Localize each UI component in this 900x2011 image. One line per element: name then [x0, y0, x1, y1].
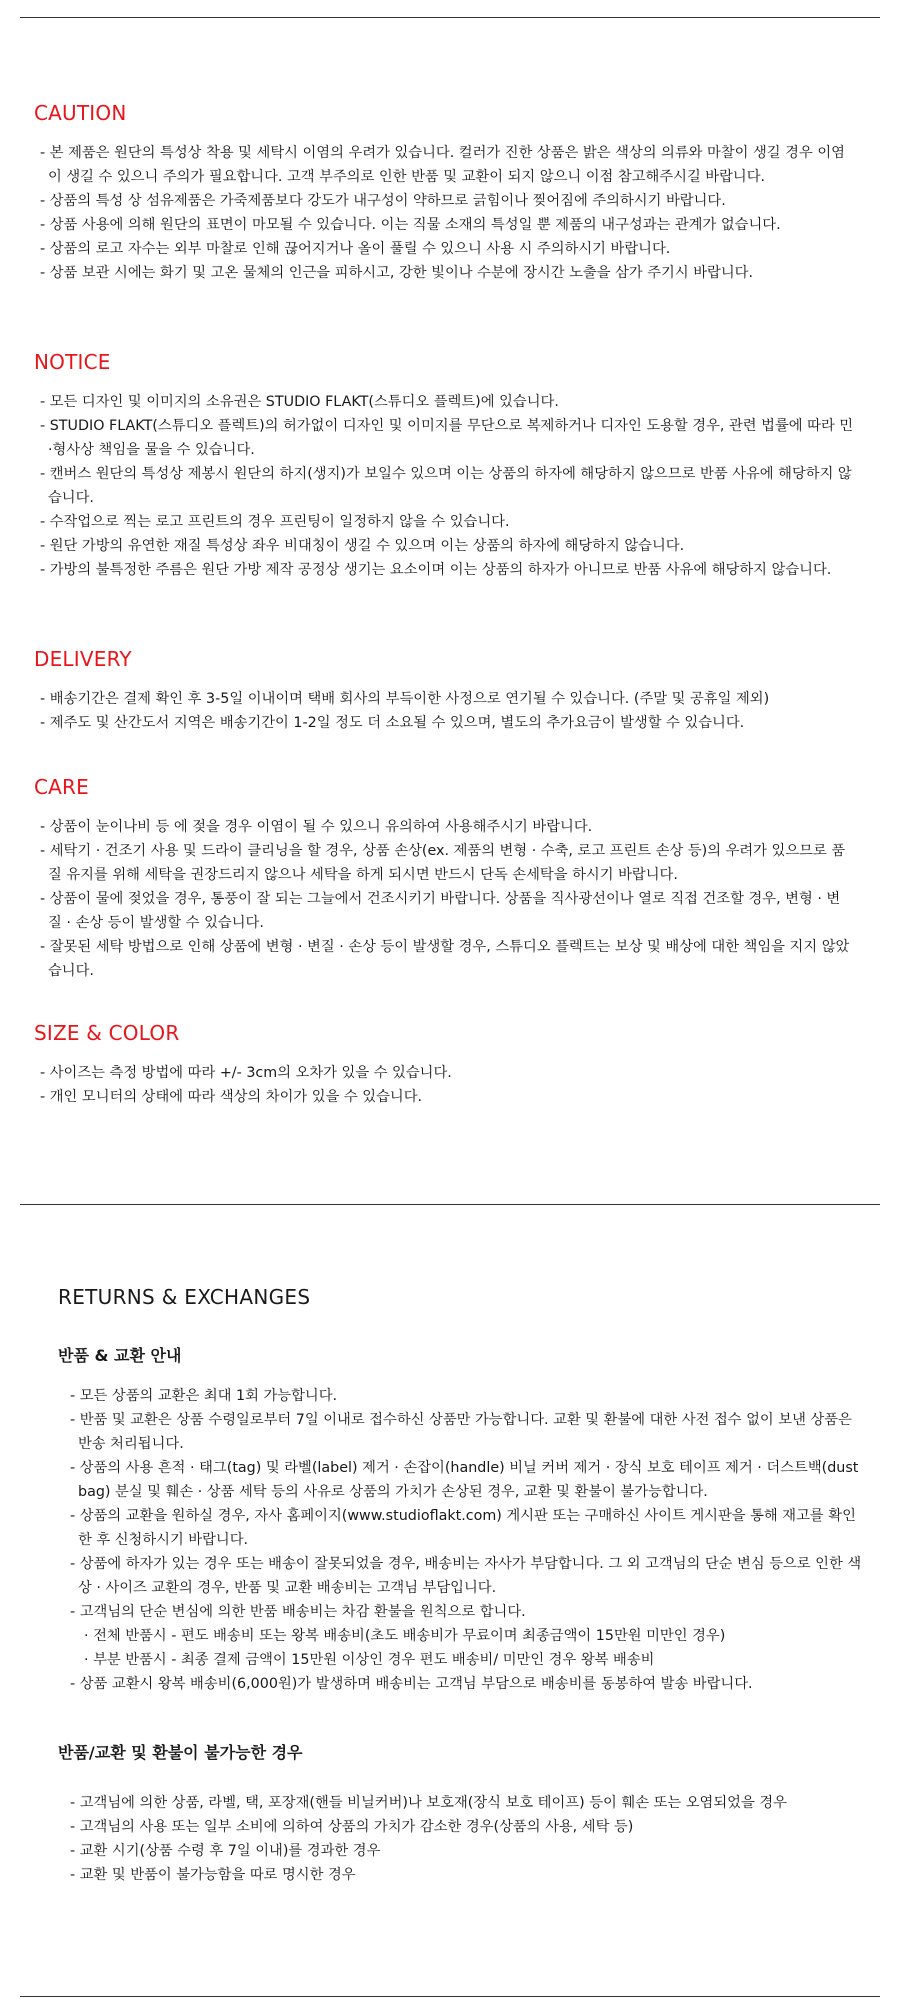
care-section [34, 775, 854, 983]
size-color-title: SIZE & COLOR [34, 1021, 180, 1045]
delivery-list [34, 687, 854, 735]
list-item: - 본 제품은 원단의 특성상 착용 및 세탁시 이염의 우려가 있습니다. 컬러가 진한 상품은 밝은 색상의 의류와 마찰이 생길 경우 이염이 생길 수 있으니 주의가 필요합니다. 고객 부주의로 인한 반품 및 교환이 되지 않으니 이점 참고해주시길 바랍니다. [34, 141, 854, 189]
not-allowed-list [64, 1791, 864, 1887]
list-item: - 상품이 눈이나비 등 에 젖을 경우 이염이 될 수 있으니 유의하여 사용해주시기 바랍니다. [34, 815, 854, 839]
list-item: - 모든 상품의 교환은 최대 1회 가능합니다. [64, 1384, 864, 1408]
list-item: - 반품 및 교환은 상품 수령일로부터 7일 이내로 접수하신 상품만 가능합니다. 교환 및 환불에 대한 사전 접수 없이 보낸 상품은 반송 처리됩니다. [64, 1408, 864, 1456]
list-item: - STUDIO FLAKT(스튜디오 플렉트)의 허가없이 디자인 및 이미지를 무단으로 복제하거나 디자인 도용할 경우, 관련 법률에 따라 민·형사상 책임을 물을 수 있습니다. [34, 414, 854, 462]
returns-header [58, 1284, 848, 1310]
list-item: - 캔버스 원단의 특성상 제봉시 원단의 하지(생지)가 보일수 있으며 이는 상품의 하자에 해당하지 않으므로 반품 사유에 해당하지 않습니다. [34, 462, 854, 510]
notice-title: NOTICE [34, 350, 111, 374]
delivery-section [34, 647, 854, 735]
list-item: - 가방의 불특정한 주름은 원단 가방 제작 공정상 생기는 요소이며 이는 상품의 하자가 아니므로 반품 사유에 해당하지 않습니다. [34, 558, 854, 582]
list-item: - 개인 모니터의 상태에 따라 색상의 차이가 있을 수 있습니다. [34, 1085, 854, 1109]
caution-list [34, 141, 854, 285]
middle-divider [20, 1204, 880, 1205]
list-item: - 교환 및 반품이 불가능함을 따로 명시한 경우 [64, 1863, 864, 1887]
list-item: - 제주도 및 산간도서 지역은 배송기간이 1-2일 정도 더 소요될 수 있으며, 별도의 추가요금이 발생할 수 있습니다. [34, 711, 854, 735]
list-item: - 상품 보관 시에는 화기 및 고온 물체의 인근을 피하시고, 강한 빛이나 수분에 장시간 노출을 삼가 주기시 바랍니다. [34, 261, 854, 285]
list-item: - 상품 사용에 의해 원단의 표면이 마모될 수 있습니다. 이는 직물 소재의 특성일 뿐 제품의 내구성과는 관계가 없습니다. [34, 213, 854, 237]
shipping-note: - 고객님의 단순 변심에 의한 반품 배송비는 차감 환불을 원칙으로 합니다. [64, 1600, 864, 1624]
full-return-note: · 전체 반품시 - 편도 배송비 또는 왕복 배송비(초도 배송비가 무료이며 최종금액이 15만원 미만인 경우) [64, 1624, 864, 1648]
size-color-list [34, 1061, 854, 1109]
exchange-fee-note: - 상품 교환시 왕복 배송비(6,000원)가 발생하며 배송비는 고객님 부담으로 배송비를 동봉하여 발송 바랍니다. [64, 1672, 864, 1696]
not-allowed-title: 반품/교환 및 환불이 불가능한 경우 [58, 1743, 303, 1762]
list-item: - 교환 시기(상품 수령 후 7일 이내)를 경과한 경우 [64, 1839, 864, 1863]
list-item: - 상품이 물에 젖었을 경우, 통풍이 잘 되는 그늘에서 건조시키기 바랍니다. 상품을 직사광선이나 열로 직접 건조할 경우, 변형 · 변질 · 손상 등이 발생할 수 있습니다. [34, 887, 854, 935]
list-item: - 사이즈는 측정 방법에 따라 +/- 3cm의 오차가 있을 수 있습니다. [34, 1061, 854, 1085]
care-list [34, 815, 854, 983]
list-item: - 상품의 특성 상 섬유제품은 가죽제품보다 강도가 내구성이 약하므로 긁힘이나 찢어짐에 주의하시기 바랍니다. [34, 189, 854, 213]
partial-return-note: · 부분 반품시 - 최종 결제 금액이 15만원 이상인 경우 편도 배송비/ 미만인 경우 왕복 배송비 [64, 1648, 864, 1672]
list-item: - 고객님의 사용 또는 일부 소비에 의하여 상품의 가치가 감소한 경우(상품의 사용, 세탁 등) [64, 1815, 864, 1839]
list-item: - 잘못된 세탁 방법으로 인해 상품에 변형 · 변질 · 손상 등이 발생할 경우, 스튜디오 플렉트는 보상 및 배상에 대한 책임을 지지 않았습니다. [34, 935, 854, 983]
list-item: - 원단 가방의 유연한 재질 특성상 좌우 비대칭이 생길 수 있으며 이는 상품의 하자에 해당하지 않습니다. [34, 534, 854, 558]
caution-title: CAUTION [34, 101, 127, 125]
list-item: - 배송기간은 결제 확인 후 3-5일 이내이며 택배 회사의 부득이한 사정으로 연기될 수 있습니다. (주말 및 공휴일 제외) [34, 687, 854, 711]
size-color-section [34, 1021, 854, 1109]
delivery-title: DELIVERY [34, 647, 132, 671]
list-item: - 고객님에 의한 상품, 라벨, 택, 포장재(핸들 비닐커버)나 보호재(장식 보호 테이프) 등이 훼손 또는 오염되었을 경우 [64, 1791, 864, 1815]
list-item: - 세탁기 · 건조기 사용 및 드라이 클리닝을 할 경우, 상품 손상(ex. 제품의 변형 · 수축, 로고 프린트 손상 등)의 우려가 있으므로 품질 유지를 위해 세탁을 권장드리지 않으나 세탁을 하게 되시면 반드시 단독 손세탁을 하시기 바랍니다. [34, 839, 854, 887]
notice-list [34, 390, 854, 582]
list-item: - 상품에 하자가 있는 경우 또는 배송이 잘못되었을 경우, 배송비는 자사가 부담합니다. 그 외 고객님의 단순 변심 등으로 인한 색상 · 사이즈 교환의 경우, 반품 및 교환 배송비는 고객님 부담입니다. [64, 1552, 864, 1600]
guide-title: 반품 & 교환 안내 [58, 1346, 182, 1365]
caution-section [34, 101, 854, 285]
returns-title: RETURNS & EXCHANGES [58, 1285, 311, 1309]
list-item: - 상품의 로고 자수는 외부 마찰로 인해 끊어지거나 올이 풀릴 수 있으니 사용 시 주의하시기 바랍니다. [34, 237, 854, 261]
list-item: - 수작업으로 찍는 로고 프린트의 경우 프린팅이 일정하지 않을 수 있습니다. [34, 510, 854, 534]
guide-list [64, 1384, 864, 1696]
bottom-divider [20, 1996, 880, 1997]
care-title: CARE [34, 775, 89, 799]
top-divider [20, 17, 880, 18]
list-item: - 모든 디자인 및 이미지의 소유권은 STUDIO FLAKT(스튜디오 플렉트)에 있습니다. [34, 390, 854, 414]
list-item: - 상품의 교환을 원하실 경우, 자사 홈페이지(www.studioflakt.com) 게시판 또는 구매하신 사이트 게시판을 통해 재고를 확인한 후 신청하시기 바랍니다. [64, 1504, 864, 1552]
notice-section [34, 350, 854, 582]
list-item: - 상품의 사용 흔적 · 태그(tag) 및 라벨(label) 제거 · 손잡이(handle) 비닐 커버 제거 · 장식 보호 테이프 제거 · 더스트백(dust bag) 분실 및 훼손 · 상품 세탁 등의 사유로 상품의 가치가 손상된 경우, 교환 및 환불이 불가능합니다. [64, 1456, 864, 1504]
